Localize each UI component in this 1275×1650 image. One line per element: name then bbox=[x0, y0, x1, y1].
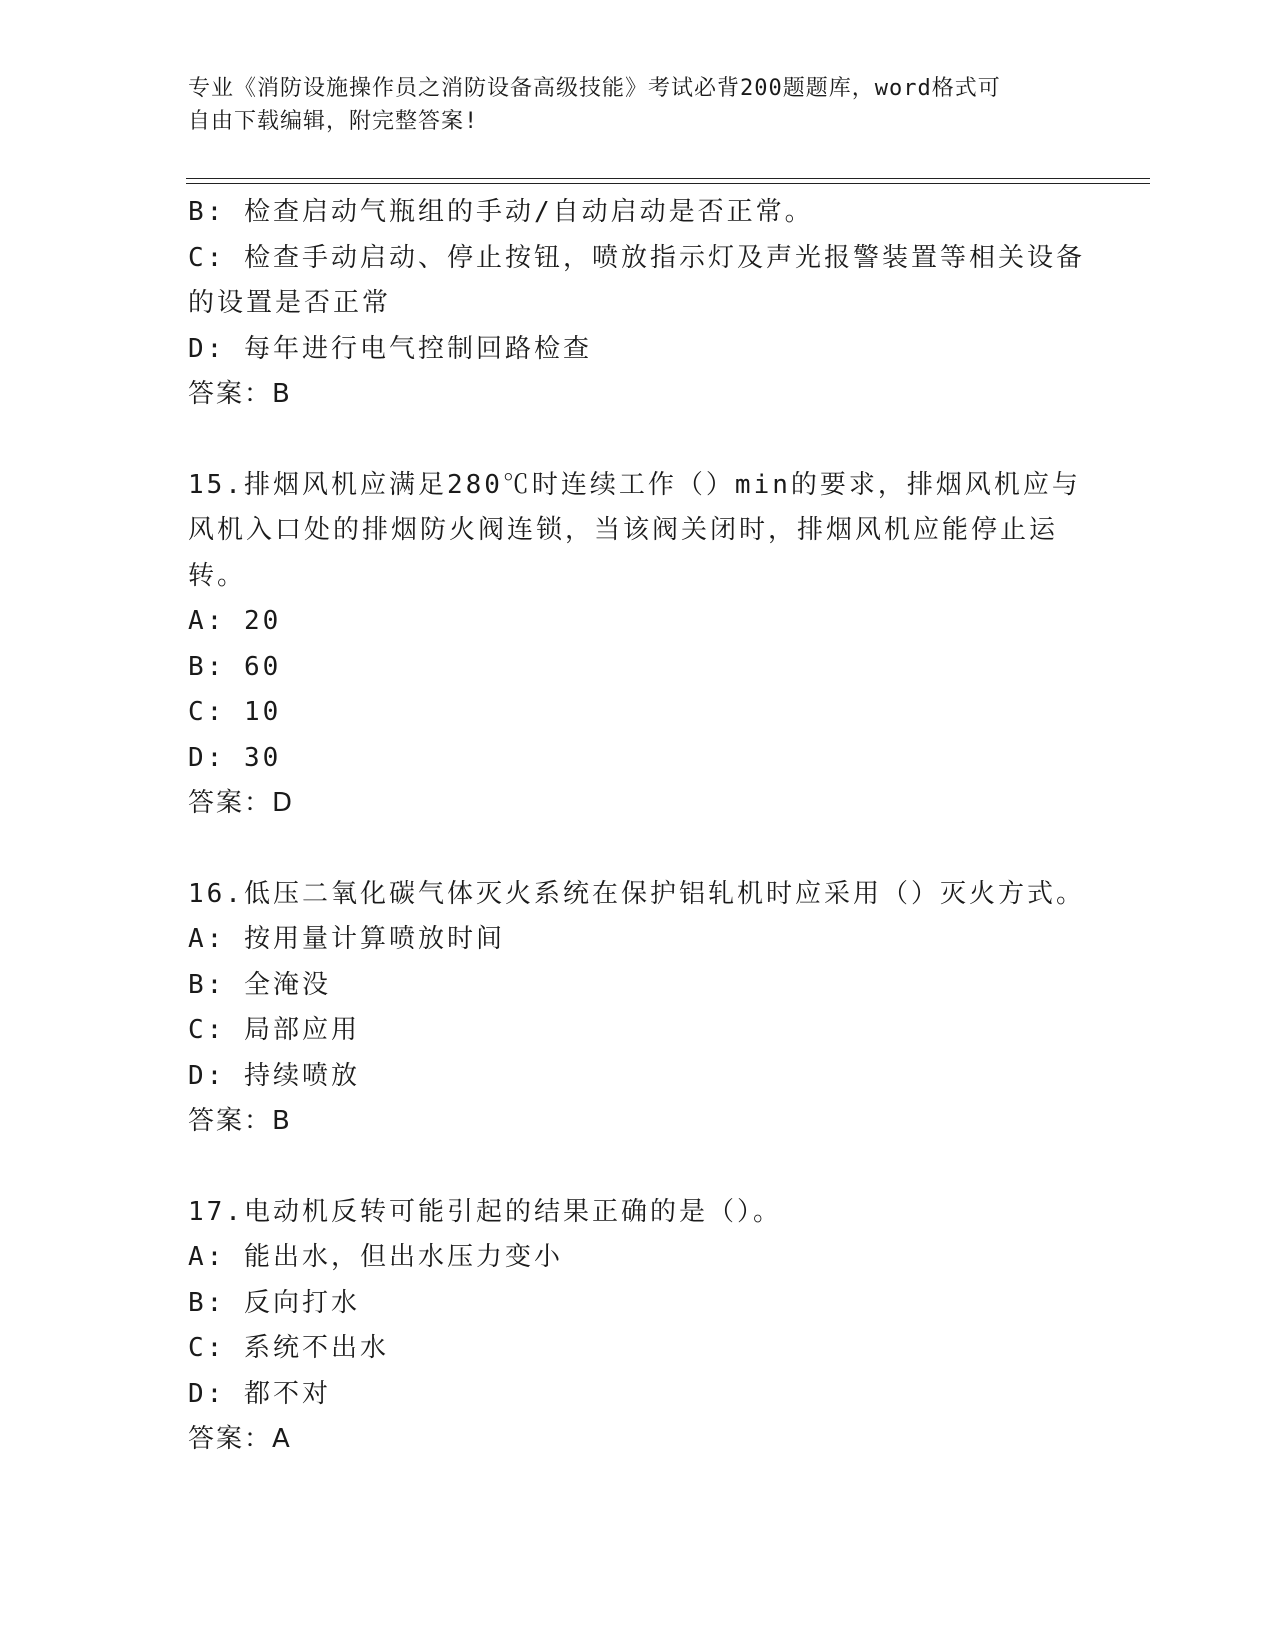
option-a: A: 按用量计算喷放时间 bbox=[188, 924, 505, 954]
option-c: C: 检查手动启动、停止按钮，喷放指示灯及声光报警装置等相关设备 bbox=[188, 242, 1085, 273]
header-rule-bottom bbox=[186, 183, 1150, 184]
question-stem: 16.低压二氧化碳气体灭火系统在保护铝轧机时应采用（）灭火方式。 bbox=[188, 878, 1085, 909]
option-b: B: 全淹没 bbox=[188, 969, 331, 1000]
question-15 bbox=[188, 463, 1088, 827]
question-stem-continued: 风机入口处的排烟防火阀连锁，当该阀关闭时，排烟风机应能停止运 bbox=[188, 515, 1059, 545]
question-14-continued bbox=[188, 190, 1088, 418]
option-b: B: 60 bbox=[188, 651, 282, 682]
option-c: C: 10 bbox=[188, 697, 282, 727]
option-c-continued: 的设置是否正常 bbox=[188, 288, 392, 318]
header-line-1: 专业《消防设施操作员之消防设备高级技能》考试必背200题题库，word格式可 bbox=[188, 76, 1001, 101]
answer: 答案：B bbox=[188, 1106, 292, 1136]
header-rule-top bbox=[186, 178, 1150, 179]
question-stem-continued: 转。 bbox=[188, 560, 247, 591]
document-header bbox=[188, 72, 1088, 138]
option-c: C: 系统不出水 bbox=[188, 1333, 389, 1363]
option-c: C: 局部应用 bbox=[188, 1015, 360, 1045]
answer: 答案：D bbox=[188, 788, 295, 818]
option-a: A: 20 bbox=[188, 606, 282, 636]
option-b: B: 反向打水 bbox=[188, 1287, 360, 1318]
option-d: D: 持续喷放 bbox=[188, 1060, 360, 1091]
option-a: A: 能出水，但出水压力变小 bbox=[188, 1242, 563, 1272]
option-d: D: 每年进行电气控制回路检查 bbox=[188, 333, 592, 364]
answer: 答案：B bbox=[188, 379, 292, 409]
answer: 答案：A bbox=[188, 1424, 292, 1454]
question-content bbox=[188, 190, 1088, 1463]
option-d: D: 30 bbox=[188, 742, 282, 773]
question-stem: 17.电动机反转可能引起的结果正确的是（）。 bbox=[188, 1196, 782, 1227]
question-stem: 15.排烟风机应满足280℃时连续工作（）min的要求，排烟风机应与 bbox=[188, 469, 1081, 500]
option-d: D: 都不对 bbox=[188, 1378, 331, 1409]
question-16 bbox=[188, 872, 1088, 1145]
question-17 bbox=[188, 1190, 1088, 1463]
option-b: B: 检查启动气瓶组的手动/自动启动是否正常。 bbox=[188, 197, 814, 227]
header-line-2: 自由下载编辑，附完整答案! bbox=[188, 109, 479, 134]
